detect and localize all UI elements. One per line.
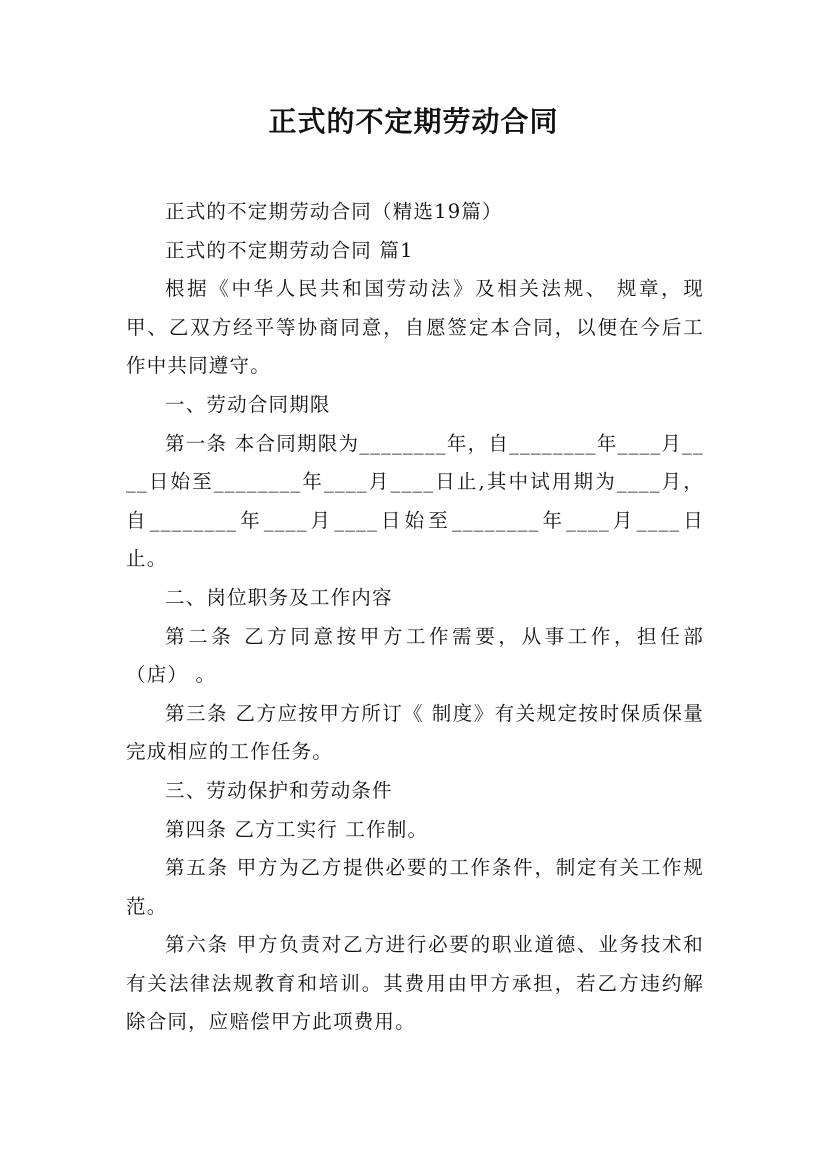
paragraph-section-heading: 正式的不定期劳动合同 篇1 bbox=[165, 238, 414, 262]
heading-contract-term: 一、劳动合同期限 bbox=[165, 392, 331, 416]
clause-4: 第四条 乙方工实行 工作制。 bbox=[165, 817, 429, 841]
document-title: 正式的不定期劳动合同 bbox=[268, 105, 559, 138]
clause-5: 第五条 甲方为乙方提供必要的工作条件，制定有关工作规范。 bbox=[126, 856, 704, 918]
clause-2: 第二条 乙方同意按甲方工作需要，从事工作，担任部（店） 。 bbox=[126, 624, 704, 687]
paragraph-preamble: 根据《中华人民共和国劳动法》及相关法规、 规章，现甲、乙双方经平等协商同意，自愿签定本合同，以便在今后工作中共同遵守。 bbox=[126, 277, 704, 378]
heading-position-duties: 二、岗位职务及工作内容 bbox=[165, 585, 393, 609]
clause-6: 第六条 甲方负责对乙方进行必要的职业道德、业务技术和有关法律法规教育和培训。其费用由甲方承担，若乙方违约解除合同，应赔偿甲方此项费用。 bbox=[126, 933, 704, 1034]
clause-1: 第一条 本合同期限为________年，自________年____月____日始至________年____月____日止,其中试用期为____月，自________年____月____日始至________年____月____日 止。 bbox=[126, 431, 704, 571]
heading-labor-protection: 三、劳动保护和劳动条件 bbox=[165, 778, 393, 802]
document-body bbox=[126, 193, 704, 1042]
clause-3: 第三条 乙方应按甲方所订《 制度》有关规定按时保质保量完成相应的工作任务。 bbox=[126, 701, 704, 764]
paragraph-subtitle: 正式的不定期劳动合同（精选19篇） bbox=[165, 200, 503, 223]
